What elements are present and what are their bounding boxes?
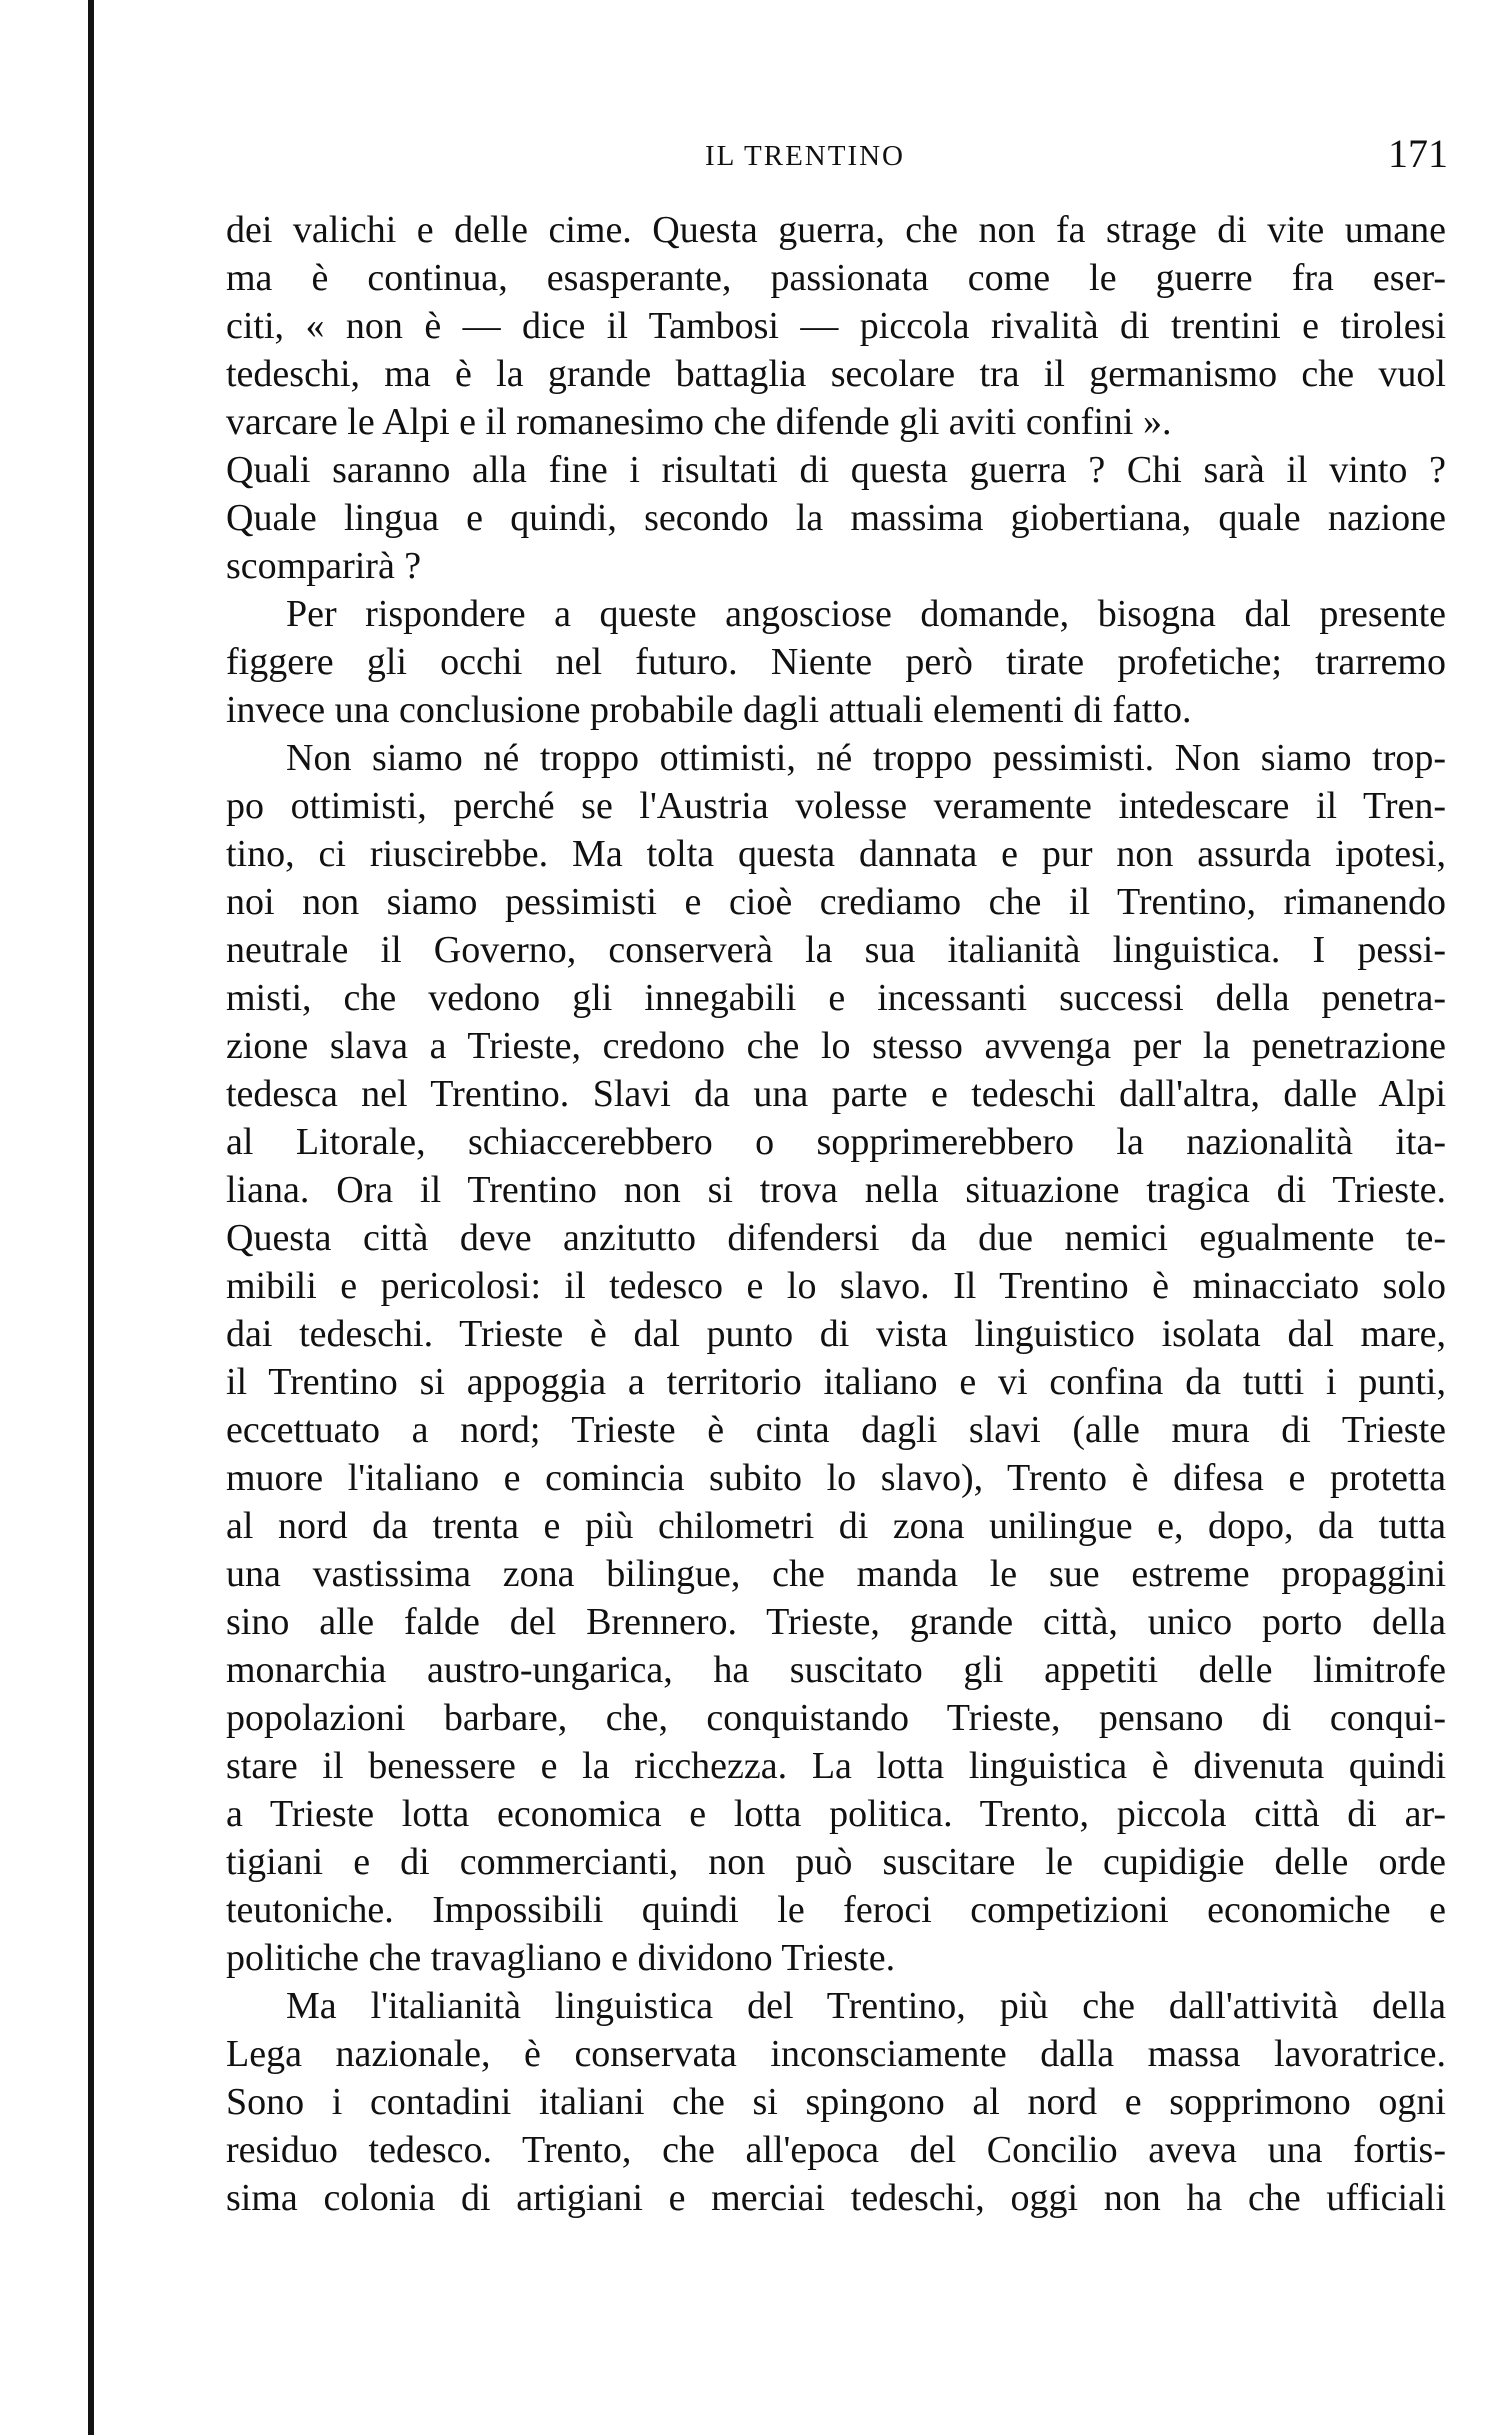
text-line: a Trieste lotta economica e lotta politica. Trento, piccola città di ar- — [226, 1793, 1446, 1835]
text-line: Lega nazionale, è conservata inconsciamente dalla massa lavoratrice. — [226, 2033, 1446, 2075]
text-line: tedeschi, ma è la grande battaglia secolare tra il germanismo che vuol — [226, 353, 1446, 395]
body-text — [226, 206, 1446, 2222]
text-line: al nord da trenta e più chilometri di zona unilingue e, dopo, da tutta — [226, 1505, 1446, 1547]
text-line: tino, ci riuscirebbe. Ma tolta questa dannata e pur non assurda ipotesi, — [226, 833, 1446, 875]
text-line: mibili e pericolosi: il tedesco e lo slavo. Il Trentino è minacciato solo — [226, 1265, 1446, 1307]
text-line: eccettuato a nord; Trieste è cinta dagli slavi (alle mura di Trieste — [226, 1409, 1446, 1451]
book-spine-shadow — [88, 0, 94, 2435]
text-line: Non siamo né troppo ottimisti, né troppo pessimisti. Non siamo trop- — [286, 737, 1446, 779]
text-line: Ma l'italianità linguistica del Trentino, più che dall'attività della — [286, 1985, 1446, 2027]
text-line: al Litorale, schiaccerebbero o sopprimerebbero la nazionalità ita- — [226, 1121, 1446, 1163]
text-line: stare il benessere e la ricchezza. La lotta linguistica è divenuta quindi — [226, 1745, 1446, 1787]
text-line: tigiani e di commercianti, non può suscitare le cupidigie delle orde — [226, 1841, 1446, 1883]
text-line: monarchia austro-ungarica, ha suscitato gli appetiti delle limitrofe — [226, 1649, 1446, 1691]
text-line: residuo tedesco. Trento, che all'epoca del Concilio aveva una fortis- — [226, 2129, 1446, 2171]
text-line: tedesca nel Trentino. Slavi da una parte e tedeschi dall'altra, dalle Alpi — [226, 1073, 1446, 1115]
text-line: sima colonia di artigiani e merciai tedeschi, oggi non ha che ufficiali — [226, 2177, 1446, 2219]
text-line: invece una conclusione probabile dagli attuali elementi di fatto. — [226, 689, 1192, 731]
text-line: figgere gli occhi nel futuro. Niente però tirate profetiche; trarremo — [226, 641, 1446, 683]
text-line: po ottimisti, perché se l'Austria volesse veramente intedescare il Tren- — [226, 785, 1446, 827]
text-line: il Trentino si appoggia a territorio italiano e vi confina da tutti i punti, — [226, 1361, 1446, 1403]
text-line: citi, « non è — dice il Tambosi — piccola rivalità di trentini e tirolesi — [226, 305, 1446, 347]
text-line: scomparirà ? — [226, 545, 422, 587]
text-line: Sono i contadini italiani che si spingono al nord e sopprimono ogni — [226, 2081, 1446, 2123]
text-line: popolazioni barbare, che, conquistando Trieste, pensano di conqui- — [226, 1697, 1446, 1739]
text-line: Quale lingua e quindi, secondo la massima giobertiana, quale nazione — [226, 497, 1446, 539]
text-line: teutoniche. Impossibili quindi le feroci competizioni economiche e — [226, 1889, 1446, 1931]
text-line: dei valichi e delle cime. Questa guerra, che non fa strage di vite umane — [226, 209, 1446, 251]
text-line: varcare le Alpi e il romanesimo che difende gli aviti confini ». — [226, 401, 1172, 443]
text-line: neutrale il Governo, conserverà la sua italianità linguistica. I pessi- — [226, 929, 1446, 971]
text-line: liana. Ora il Trentino non si trova nella situazione tragica di Trieste. — [226, 1169, 1446, 1211]
text-line: una vastissima zona bilingue, che manda le sue estreme propaggini — [226, 1553, 1446, 1595]
running-head: IL TRENTINO — [705, 140, 905, 172]
text-line: noi non siamo pessimisti e cioè crediamo che il Trentino, rimanendo — [226, 881, 1446, 923]
text-line: sino alle falde del Brennero. Trieste, grande città, unico porto della — [226, 1601, 1446, 1643]
text-line: Quali saranno alla fine i risultati di questa guerra ? Chi sarà il vinto ? — [226, 449, 1446, 491]
text-line: politiche che travagliano e dividono Trieste. — [226, 1937, 896, 1979]
text-line: Questa città deve anzitutto difendersi da due nemici egualmente te- — [226, 1217, 1446, 1259]
text-line: misti, che vedono gli innegabili e incessanti successi della penetra- — [226, 977, 1446, 1019]
text-line: muore l'italiano e comincia subito lo slavo), Trento è difesa e protetta — [226, 1457, 1446, 1499]
text-line: ma è continua, esasperante, passionata come le guerre fra eser- — [226, 257, 1446, 299]
text-line: zione slava a Trieste, credono che lo stesso avvenga per la penetrazione — [226, 1025, 1446, 1067]
text-line: Per rispondere a queste angosciose domande, bisogna dal presente — [286, 593, 1446, 635]
text-line: dai tedeschi. Trieste è dal punto di vista linguistico isolata dal mare, — [226, 1313, 1446, 1355]
page-number: 171 — [1388, 131, 1448, 176]
